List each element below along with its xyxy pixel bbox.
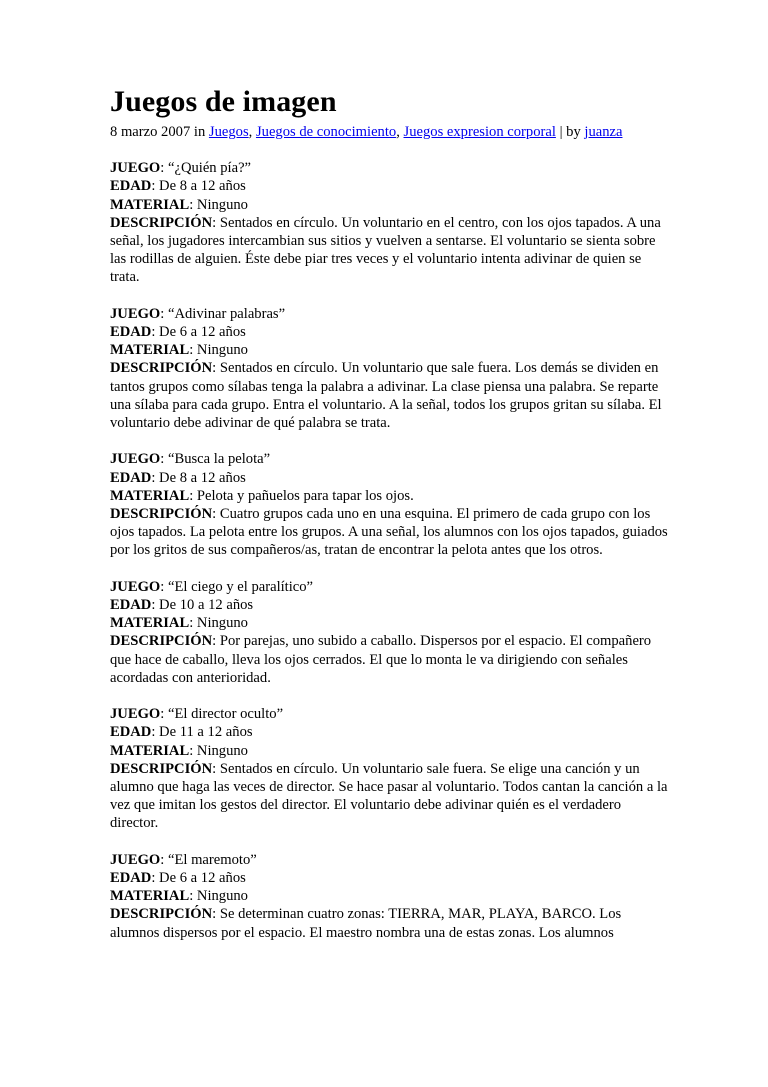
juego-label: JUEGO <box>110 305 161 322</box>
game-age: EDAD: De 8 a 12 años <box>110 469 246 486</box>
game-age: EDAD: De 6 a 12 años <box>110 870 246 887</box>
material-label: MATERIAL <box>110 888 190 905</box>
game-description: DESCRIPCIÓN: Por parejas, uno subido a caballo. Dispersos por el espacio. El compañero que hace de caballo, lleva los ojos cerrados. El que lo monta le va dirigiendo con señales acordadas con anterioridad. <box>110 633 652 686</box>
game-name: JUEGO: “El maremoto” <box>110 851 257 868</box>
material-label: MATERIAL <box>110 742 190 759</box>
game-material: MATERIAL: Ninguno <box>110 196 248 213</box>
game-name: JUEGO: “El director oculto” <box>110 706 284 723</box>
game-description: DESCRIPCIÓN: Se determinan cuatro zonas: TIERRA, MAR, PLAYA, BARCO. Los alumnos dispersos por el espacio. El maestro nombra una de estas zonas. Los alumnos <box>110 906 622 941</box>
game-name: JUEGO: “¿Quién pía?” <box>110 160 252 177</box>
article-meta: 8 marzo 2007 in Juegos, Juegos de conocimiento, Juegos expresion corporal | by juanza <box>110 124 623 140</box>
game-entry <box>110 159 670 286</box>
game-entry <box>110 851 670 942</box>
material-label: MATERIAL <box>110 615 190 632</box>
descripcion-label: DESCRIPCIÓN <box>110 360 213 377</box>
post-date: 8 marzo 2007 <box>110 124 191 140</box>
game-age: EDAD: De 11 a 12 años <box>110 724 253 741</box>
game-description: DESCRIPCIÓN: Cuatro grupos cada uno en una esquina. El primero de cada grupo con los ojos tapados. La pelota entre los grupos. A una señal, los alumnos con los ojos tapados, guiados por los gritos de sus compañeros/as, tratan de encontrar la pelota antes que los otros. <box>110 506 668 559</box>
in-word: in <box>193 124 206 140</box>
edad-label: EDAD <box>110 178 152 195</box>
game-material: MATERIAL: Ninguno <box>110 615 248 632</box>
game-entry <box>110 578 670 687</box>
game-age: EDAD: De 10 a 12 años <box>110 597 254 614</box>
game-material: MATERIAL: Ninguno <box>110 742 248 759</box>
game-material: MATERIAL: Ninguno <box>110 888 248 905</box>
juego-label: JUEGO <box>110 160 161 177</box>
edad-label: EDAD <box>110 324 152 341</box>
by-word: by <box>566 124 581 140</box>
edad-label: EDAD <box>110 597 152 614</box>
material-label: MATERIAL <box>110 487 190 504</box>
juego-label: JUEGO <box>110 851 161 868</box>
game-entry <box>110 705 670 832</box>
juego-label: JUEGO <box>110 451 161 468</box>
game-age: EDAD: De 6 a 12 años <box>110 324 246 341</box>
category-link-juegos[interactable]: Juegos <box>208 124 249 140</box>
meta-separator: | <box>559 124 563 140</box>
juego-label: JUEGO <box>110 578 161 595</box>
game-name: JUEGO: “Busca la pelota” <box>110 451 271 468</box>
game-age: EDAD: De 8 a 12 años <box>110 178 246 195</box>
category-link-conocimiento[interactable]: Juegos de conocimiento <box>255 124 397 140</box>
game-description: DESCRIPCIÓN: Sentados en círculo. Un voluntario en el centro, con los ojos tapados. A una señal, los jugadores intercambian sus sitios y vuelven a sentarse. El voluntario se sienta sobre las rodillas de alguien. Éste debe piar tres veces y el voluntario intenta adivinar de quien se trata. <box>110 214 661 286</box>
descripcion-label: DESCRIPCIÓN <box>110 506 213 523</box>
game-name: JUEGO: “El ciego y el paralítico” <box>110 578 314 595</box>
game-description: DESCRIPCIÓN: Sentados en círculo. Un voluntario que sale fuera. Los demás se dividen en tantos grupos como sílabas tenga la palabra a adivinar. La clase piensa una palabra. Se reparte una sílaba para cada grupo. Entra el voluntario. A la señal, todos los grupos gritan su sílaba. El voluntario debe adivinar de qué palabra se trata. <box>110 360 662 432</box>
document-page <box>110 84 670 960</box>
descripcion-label: DESCRIPCIÓN <box>110 760 213 777</box>
category-link-expresion-corporal[interactable]: Juegos expresion corporal <box>403 124 556 140</box>
game-material: MATERIAL: Pelota y pañuelos para tapar los ojos. <box>110 487 414 504</box>
edad-label: EDAD <box>110 870 152 887</box>
article-title: Juegos de imagen <box>110 85 337 118</box>
edad-label: EDAD <box>110 724 152 741</box>
author-link[interactable]: juanza <box>584 124 623 140</box>
game-entry <box>110 450 670 559</box>
descripcion-label: DESCRIPCIÓN <box>110 214 213 231</box>
game-description: DESCRIPCIÓN: Sentados en círculo. Un voluntario sale fuera. Se elige una canción y un alumno que haga las veces de director. Se hace pasar al voluntario. Todos cantan la canción a la vez que imitan los gestos del director. El voluntario debe adivinar quién es el verdadero director. <box>110 760 668 832</box>
descripcion-label: DESCRIPCIÓN <box>110 906 213 923</box>
juego-label: JUEGO <box>110 706 161 723</box>
game-entry <box>110 305 670 432</box>
descripcion-label: DESCRIPCIÓN <box>110 633 213 650</box>
game-material: MATERIAL: Ninguno <box>110 342 248 359</box>
material-label: MATERIAL <box>110 196 190 213</box>
material-label: MATERIAL <box>110 342 190 359</box>
edad-label: EDAD <box>110 469 152 486</box>
game-name: JUEGO: “Adivinar palabras” <box>110 305 286 322</box>
